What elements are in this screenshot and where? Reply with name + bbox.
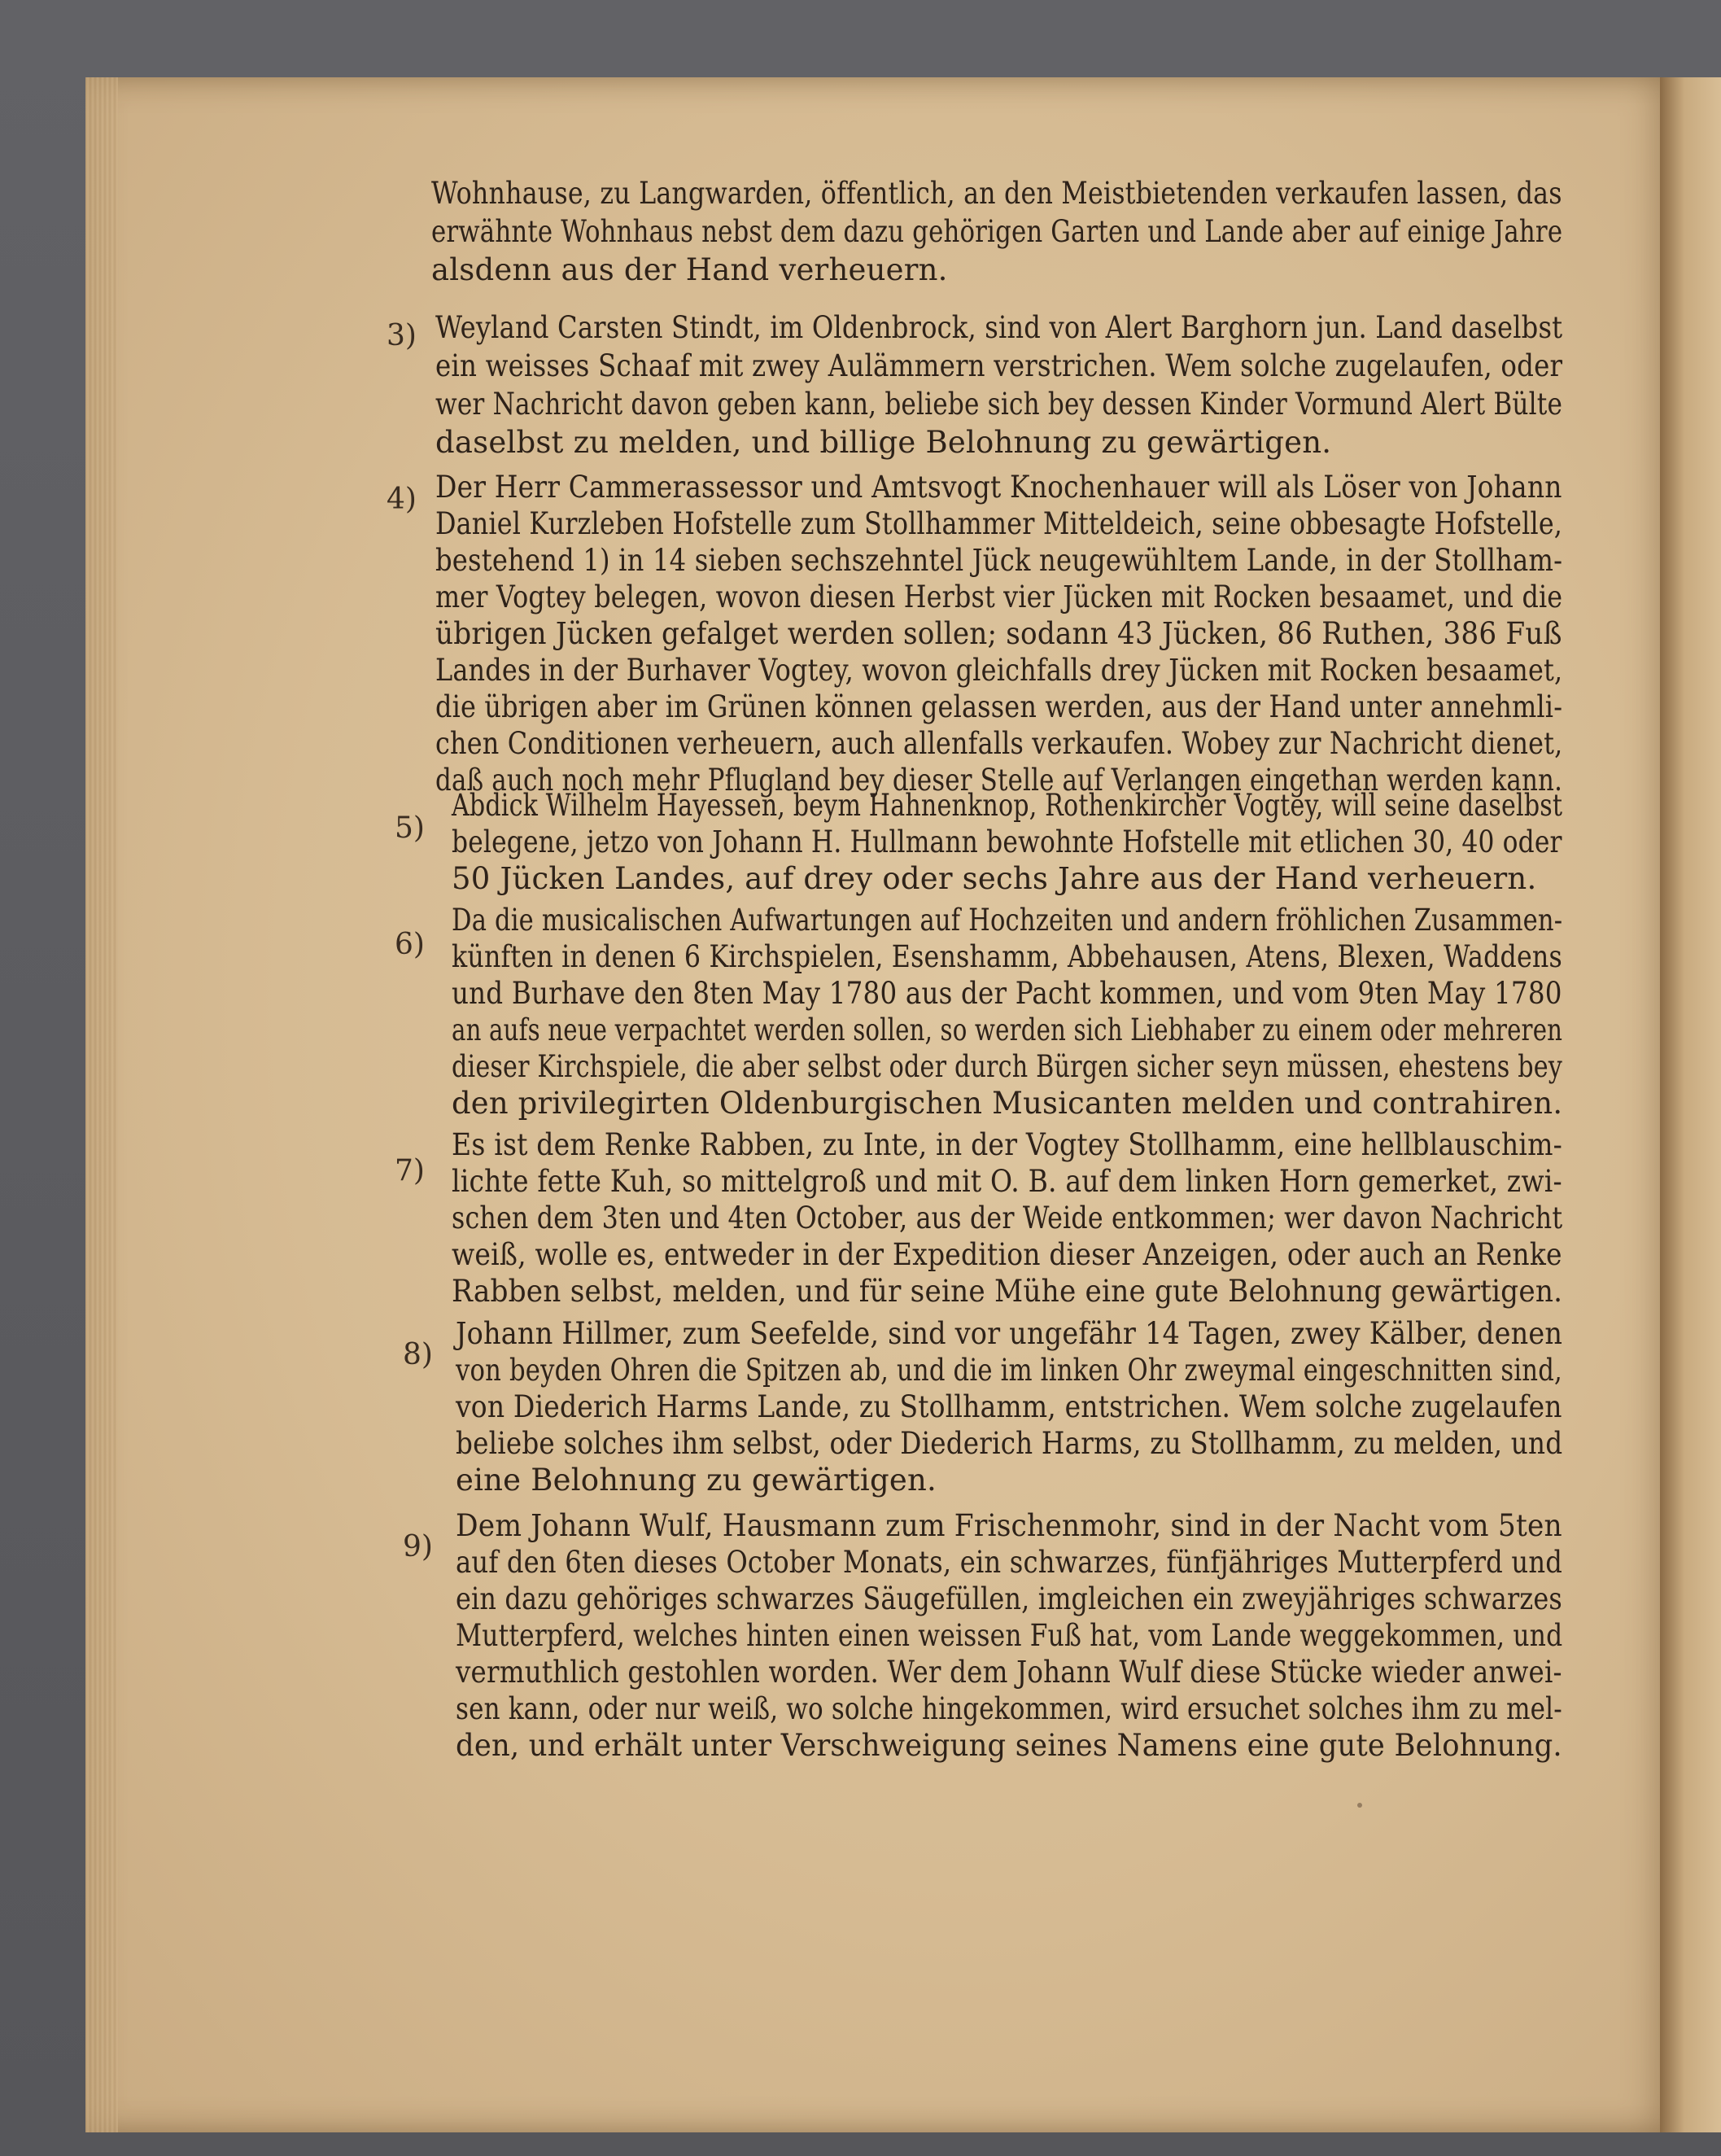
entry-8-line-4: beliebe solches ihm selbst, oder Diederich Harms, zu Stollhamm, zu melden, und xyxy=(456,1426,1563,1461)
entry-7-line-2: lichte fette Kuh, so mittelgroß und mit O. B. auf dem linken Horn gemerket, zwi- xyxy=(452,1164,1562,1199)
entry-9-line-3: ein dazu gehöriges schwarzes Säugefüllen, imgleichen ein zweyjähriges schwarzes xyxy=(456,1581,1562,1616)
entry-7-line-1: Es ist dem Renke Rabben, zu Inte, in der Vogtey Stollhamm, eine hellblauschim- xyxy=(452,1127,1563,1162)
entry-7-line-3: schen dem 3ten und 4ten October, aus der Weide entkommen; wer davon Nachricht xyxy=(452,1200,1563,1235)
entry-4-number: 4) xyxy=(387,483,417,516)
entry-7-line-4: weiß, wolle es, entweder in der Expedition dieser Anzeigen, oder auch an Renke xyxy=(452,1237,1562,1272)
intro-line-2: erwähnte Wohnhaus nebst dem dazu gehörigen Garten und Lande aber auf einige Jahre xyxy=(431,214,1563,249)
paper-speck xyxy=(1357,1803,1362,1808)
entry-4-line-6: Landes in der Burhaver Vogtey, wovon gleichfalls drey Jücken mit Rocken besaamet, xyxy=(435,653,1563,688)
entry-3-number: 3) xyxy=(387,319,417,352)
entry-6-line-5: dieser Kirchspiele, die aber selbst oder durch Bürgen sicher seyn müssen, ehestens bey xyxy=(452,1049,1563,1084)
entry-4-line-4: mer Vogtey belegen, wovon diesen Herbst vier Jücken mit Rocken besaamet, und die xyxy=(435,579,1563,614)
entry-4-line-3: bestehend 1) in 14 sieben sechszehntel Jück neugewühltem Lande, in der Stollham- xyxy=(435,543,1563,578)
entry-3-line-3: wer Nachricht davon geben kann, beliebe sich bey dessen Kinder Vormund Alert Bülte xyxy=(435,387,1563,422)
entry-5-line-1: Abdick Wilhelm Hayessen, beym Hahnenknop, Rothenkircher Vogtey, will seine daselbst xyxy=(452,788,1563,823)
entry-9-line-2: auf den 6ten dieses October Monats, ein schwarzes, fünfjähriges Mutterpferd und xyxy=(456,1545,1563,1580)
entry-4-line-1: Der Herr Cammerassessor und Amtsvogt Knochenhauer will als Löser von Johann xyxy=(435,470,1562,505)
entry-5-number: 5) xyxy=(395,811,425,845)
entry-6-line-1: Da die musicalischen Aufwartungen auf Hochzeiten und andern fröhlichen Zusammen- xyxy=(452,903,1563,938)
entry-9-line-6: sen kann, oder nur weiß, wo solche hingekommen, wird ersuchet solches ihm zu mel- xyxy=(456,1691,1562,1726)
entry-9-line-5: vermuthlich gestohlen worden. Wer dem Johann Wulf diese Stücke wieder anwei- xyxy=(456,1655,1562,1690)
intro-line-3: alsdenn aus der Hand verheuern. xyxy=(431,252,948,287)
entry-3-line-2: ein weisses Schaaf mit zwey Aulämmern verstrichen. Wem solche zugelaufen, oder xyxy=(435,348,1563,383)
entry-5-line-3: 50 Jücken Landes, auf drey oder sechs Jahre aus der Hand verheuern. xyxy=(452,861,1537,896)
entry-4-line-2: Daniel Kurzleben Hofstelle zum Stollhammer Mitteldeich, seine obbesagte Hofstelle, xyxy=(435,506,1563,541)
entry-4-line-7: die übrigen aber im Grünen können gelassen werden, aus der Hand unter annehmli- xyxy=(435,689,1563,724)
entry-5-line-2: belegene, jetzo von Johann H. Hullmann bewohnte Hofstelle mit etlichen 30, 40 oder xyxy=(452,824,1562,859)
entry-9-line-4: Mutterpferd, welches hinten einen weissen Fuß hat, vom Lande weggekommen, und xyxy=(456,1618,1563,1653)
entry-8-line-2: von beyden Ohren die Spitzen ab, und die im linken Ohr zweymal eingeschnitten sind, xyxy=(456,1353,1562,1388)
entry-6-line-6: den privilegirten Oldenburgischen Musicanten melden und contrahiren. xyxy=(452,1086,1563,1121)
entry-4-line-9: daß auch noch mehr Pflugland bey dieser Stelle auf Verlangen eingethan werden kann. xyxy=(435,763,1563,798)
entry-6-line-4: an aufs neue verpachtet werden sollen, so werden sich Liebhaber zu einem oder mehreren xyxy=(452,1012,1563,1047)
entry-8-line-1: Johann Hillmer, zum Seefelde, sind vor ungefähr 14 Tagen, zwey Kälber, denen xyxy=(456,1316,1563,1351)
entry-7-number: 7) xyxy=(395,1154,425,1187)
entry-4-line-8: chen Conditionen verheuern, auch allenfalls verkaufen. Wobey zur Nachricht dienet, xyxy=(435,726,1563,761)
entry-6-line-3: und Burhave den 8ten May 1780 aus der Pacht kommen, und vom 9ten May 1780 xyxy=(452,976,1562,1011)
entry-9-number: 9) xyxy=(403,1530,433,1563)
entry-4-line-5: übrigen Jücken gefalget werden sollen; sodann 43 Jücken, 86 Ruthen, 386 Fuß xyxy=(435,616,1562,651)
intro-line-1: Wohnhause, zu Langwarden, öffentlich, an den Meistbietenden verkaufen lassen, das xyxy=(431,176,1562,211)
entry-8-line-5: eine Belohnung zu gewärtigen. xyxy=(456,1463,937,1498)
entry-6-number: 6) xyxy=(395,928,425,961)
entry-8-number: 8) xyxy=(403,1338,433,1371)
entry-3-line-4: daselbst zu melden, und billige Belohnung zu gewärtigen. xyxy=(435,425,1332,460)
entry-9-line-7: den, und erhält unter Verschweigung seines Namens eine gute Belohnung. xyxy=(456,1728,1562,1763)
entry-6-line-2: künften in denen 6 Kirchspielen, Esenshamm, Abbehausen, Atens, Blexen, Waddens xyxy=(452,939,1562,974)
entry-9-line-1: Dem Johann Wulf, Hausmann zum Frischenmohr, sind in der Nacht vom 5ten xyxy=(456,1508,1562,1543)
entry-7-line-5: Rabben selbst, melden, und für seine Mühe eine gute Belohnung gewärtigen. xyxy=(452,1274,1563,1309)
entry-3-line-1: Weyland Carsten Stindt, im Oldenbrock, sind von Alert Barghorn jun. Land daselbst xyxy=(435,310,1563,345)
entry-8-line-3: von Diederich Harms Lande, zu Stollhamm, entstrichen. Wem solche zugelaufen xyxy=(456,1389,1562,1424)
